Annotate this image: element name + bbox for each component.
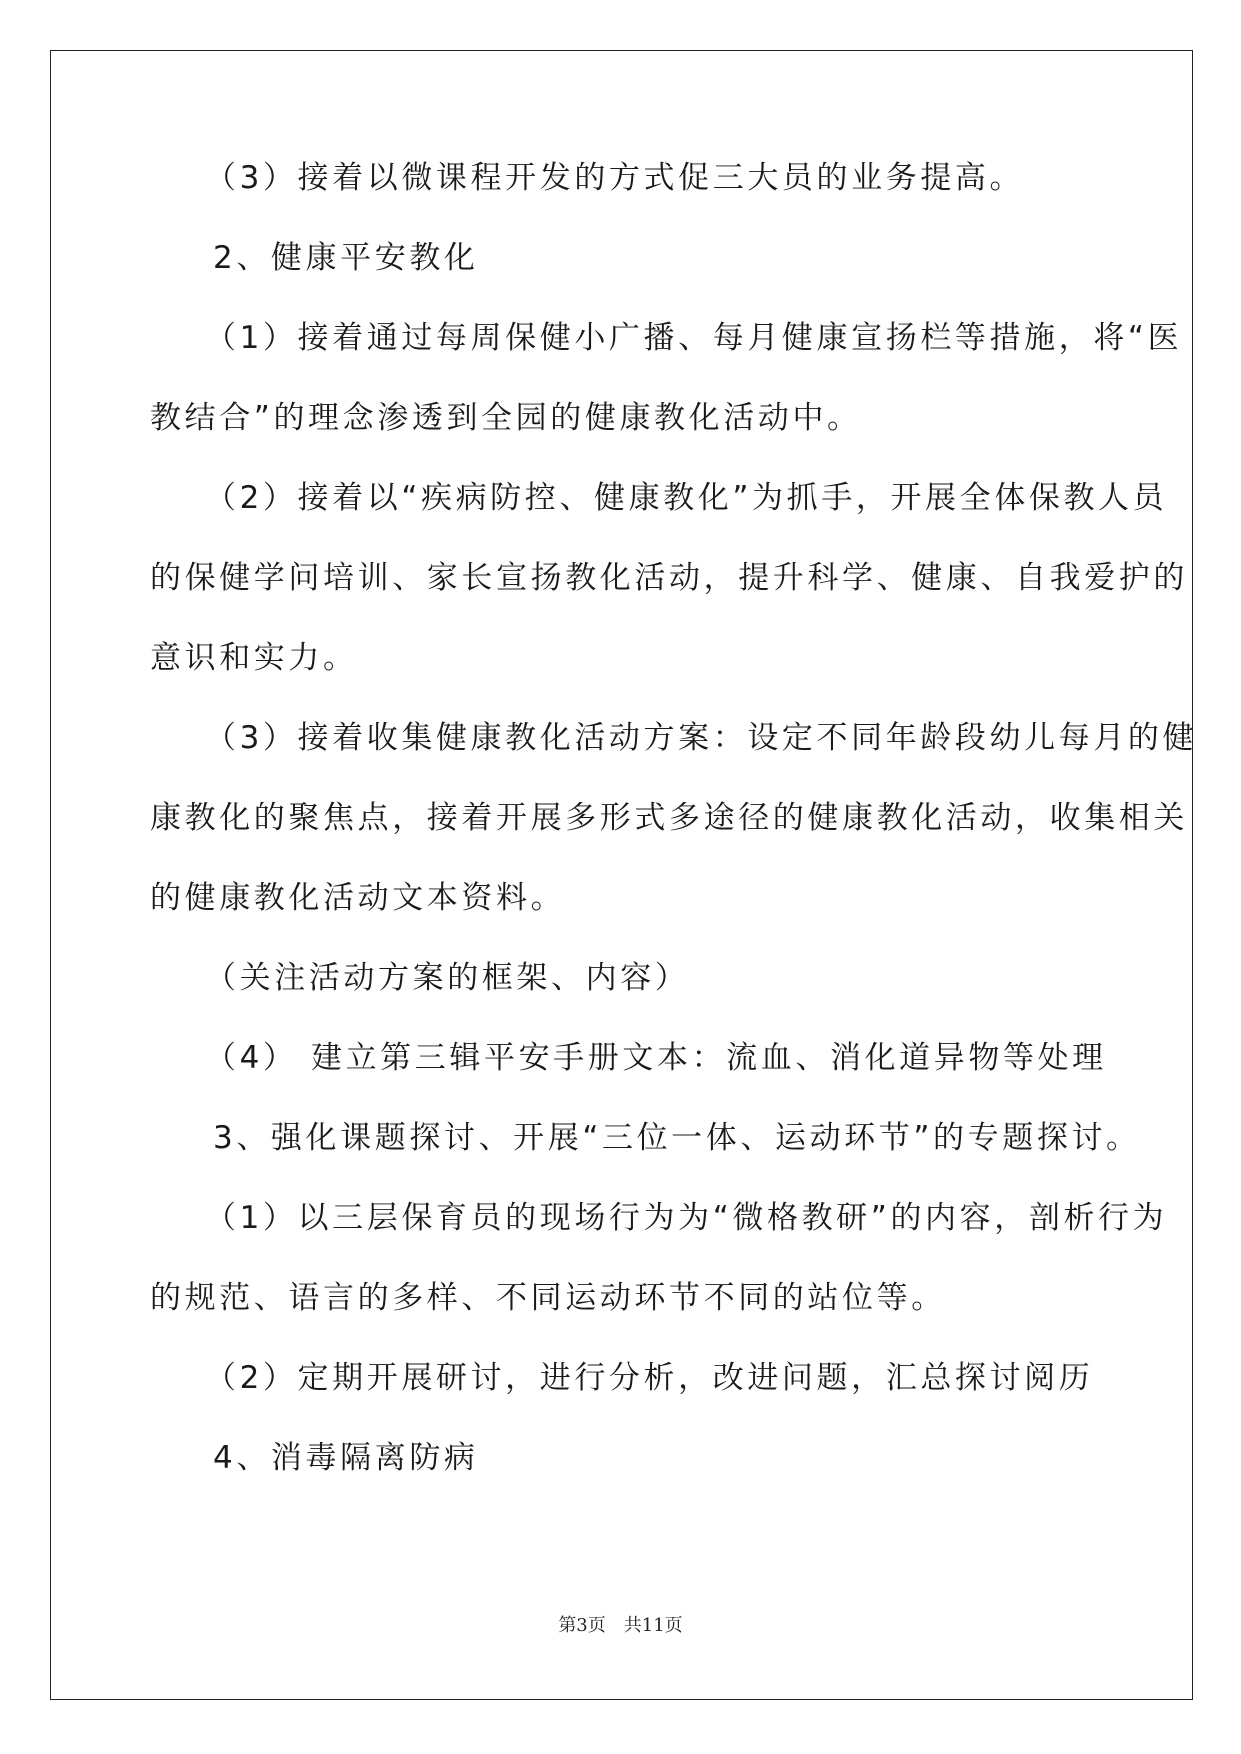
text-line: （2）定期开展研讨，进行分析，改进问题，汇总探讨阅历 bbox=[205, 1360, 1094, 1396]
page-number: 第3页 bbox=[558, 1615, 606, 1636]
text-line: 的健康教化活动文本资料。 bbox=[150, 880, 566, 916]
text-line: 意识和实力。 bbox=[150, 640, 358, 676]
text-line: （4） 建立第三辑平安手册文本：流血、消化道异物等处理 bbox=[205, 1040, 1107, 1076]
text-line: （3）接着以微课程开发的方式促三大员的业务提高。 bbox=[205, 160, 1025, 196]
section-heading: 2、健康平安教化 bbox=[213, 240, 479, 276]
text-line: （1）以三层保育员的现场行为为“微格教研”的内容，剖析行为 bbox=[205, 1200, 1168, 1236]
page-footer bbox=[0, 1614, 1241, 1638]
section-heading: 4、消毒隔离防病 bbox=[213, 1440, 479, 1476]
text-line: 的规范、语言的多样、不同运动环节不同的站位等。 bbox=[150, 1280, 946, 1316]
text-line: 的保健学问培训、家长宣扬教化活动，提升科学、健康、自我爱护的 bbox=[150, 560, 1188, 596]
text-line: （2）接着以“疾病防控、健康教化”为抓手，开展全体保教人员 bbox=[205, 480, 1168, 516]
text-line: （3）接着收集健康教化活动方案：设定不同年龄段幼儿每月的健 bbox=[205, 720, 1198, 756]
page-total: 共11页 bbox=[623, 1615, 683, 1636]
text-line: （1）接着通过每周保健小广播、每月健康宣扬栏等措施，将“医 bbox=[205, 320, 1183, 356]
text-line: 康教化的聚焦点，接着开展多形式多途径的健康教化活动，收集相关 bbox=[150, 800, 1188, 836]
text-line: 教结合”的理念渗透到全园的健康教化活动中。 bbox=[150, 400, 862, 436]
text-line: （关注活动方案的框架、内容） bbox=[205, 960, 690, 996]
section-heading: 3、强化课题探讨、开展“三位一体、运动环节”的专题探讨。 bbox=[213, 1120, 1141, 1156]
